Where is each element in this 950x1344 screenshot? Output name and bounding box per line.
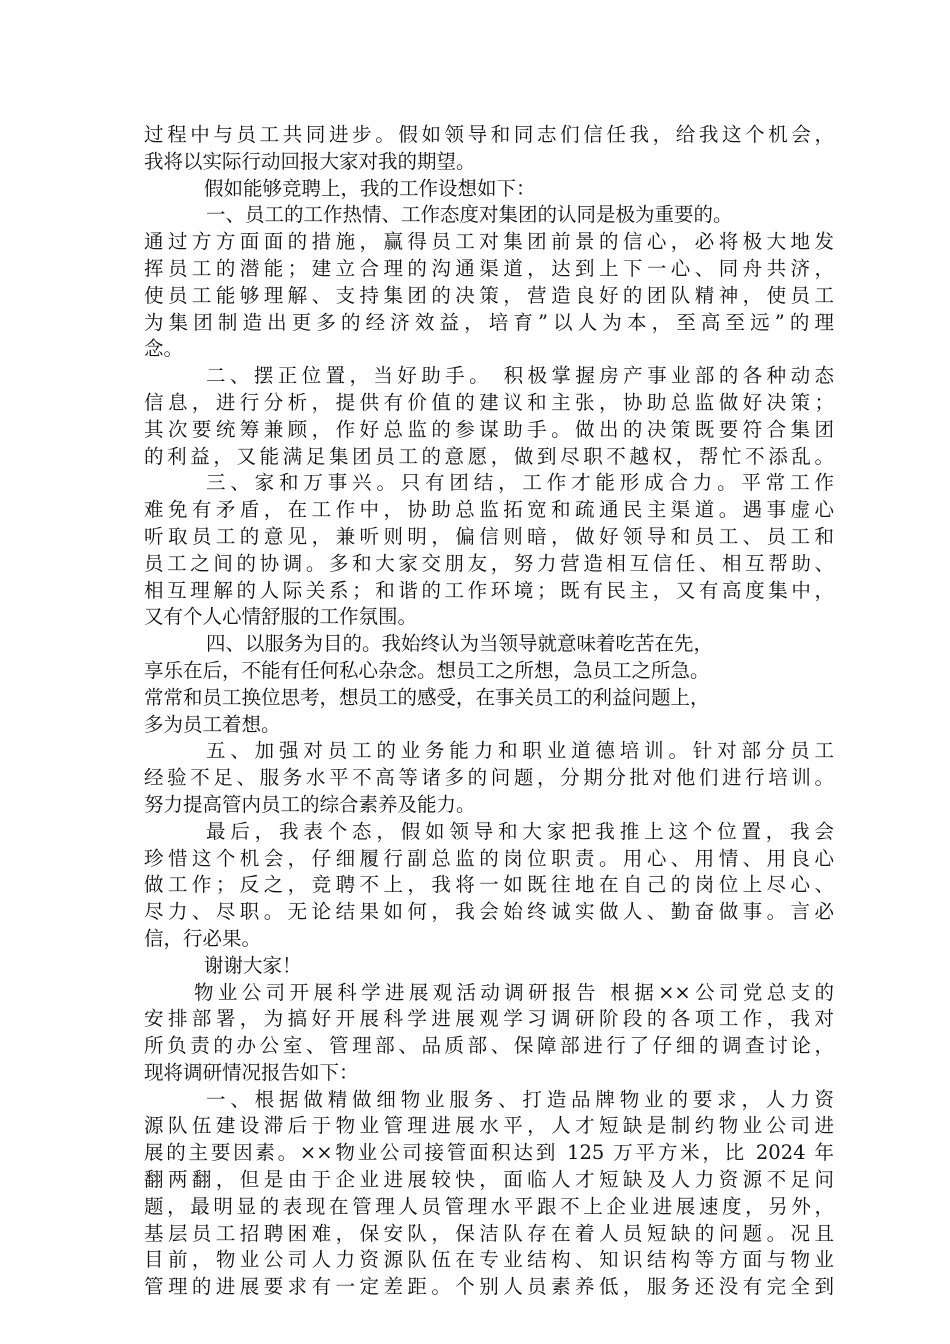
- text-line: 安排部署，为搞好开展科学进展观学习调研阶段的各项工作，我对: [144, 1007, 834, 1031]
- text-line: 享乐在后，不能有任何私心杂念。想员工之所想，急员工之所急。: [144, 658, 710, 682]
- text-line: 相互理解的人际关系；和谐的工作环境；既有民主，又有高度集中，: [144, 578, 834, 602]
- text-line: 一、员工的工作热情、工作态度对集团的认同是极为重要的。: [206, 203, 733, 227]
- text-line: 的利益，又能满足集团员工的意愿，做到尽职不越权，帮忙不添乱。: [144, 444, 834, 468]
- text-line: 谢谢大家！: [204, 953, 302, 977]
- text-line: 源队伍建设滞后于物业管理进展水平，人才短缺是制约物业公司进: [144, 1114, 834, 1138]
- text-line: 员工之间的协调。多和大家交朋友，努力营造相互信任、相互帮助、: [144, 551, 834, 575]
- text-line: 信，行必果。: [144, 926, 262, 950]
- text-line: 常常和员工换位思考，想员工的感受，在事关员工的利益问题上，: [144, 685, 710, 709]
- text-line: 一、根据做精做细物业服务、打造品牌物业的要求，人力资: [206, 1087, 834, 1111]
- text-line: 我将以实际行动回报大家对我的期望。: [144, 149, 476, 173]
- text-line: 题，最明显的表现在管理人员管理水平跟不上企业进展速度，另外，: [144, 1194, 834, 1218]
- text-line: 翻两翻，但是由于企业进展较快，面临人才短缺及人力资源不足问: [144, 1168, 834, 1192]
- text-line: 过程中与员工共同进步。假如领导和同志们信任我，给我这个机会，: [144, 123, 834, 146]
- text-line: 五、加强对员工的业务能力和职业道德培训。针对部分员工: [206, 739, 834, 763]
- text-line: 展的主要因素。××物业公司接管面积达到 125 万平方米，比 2024 年: [144, 1141, 834, 1165]
- text-line: 多为员工着想。: [144, 712, 281, 736]
- body-text: [144, 122, 834, 1301]
- text-line: 四、以服务为目的。我始终认为当领导就意味着吃苦在先，: [206, 632, 714, 656]
- text-line: 挥员工的潜能；建立合理的沟通渠道，达到上下一心、同舟共济，: [144, 256, 834, 280]
- text-line: 最后，我表个态，假如领导和大家把我推上这个位置，我会: [206, 819, 834, 843]
- text-line: 尽力、尽职。无论结果如何，我会始终诚实做人、勤奋做事。言必: [144, 900, 834, 924]
- text-line: 做工作；反之，竞聘不上，我将一如既往地在自己的岗位上尽心、: [144, 873, 834, 897]
- text-line: 三、家和万事兴。只有团结，工作才能形成合力。平常工作: [206, 471, 834, 495]
- text-line: 使员工能够理解、支持集团的决策，营造良好的团队精神，使员工: [144, 283, 834, 307]
- text-line: 听取员工的意见，兼听则明，偏信则暗，做好领导和员工、员工和: [144, 524, 834, 548]
- text-line: 为集团制造出更多的经济效益，培育”以人为本，至高至远”的理: [144, 310, 834, 334]
- text-line: 二、摆正位置，当好助手。 积极掌握房产事业部的各种动态: [206, 364, 834, 388]
- text-line: 管理的进展要求有一定差距。个别人员素养低，服务还没有完全到: [144, 1275, 834, 1299]
- text-line: 通过方方面面的措施，赢得员工对集团前景的信心，必将极大地发: [144, 230, 834, 254]
- text-line: 其次要统筹兼顾，作好总监的参谋助手。做出的决策既要符合集团: [144, 417, 834, 441]
- text-line: 努力提高管内员工的综合素养及能力。: [144, 792, 476, 816]
- text-line: 物业公司开展科学进展观活动调研报告 根据××公司党总支的: [194, 980, 834, 1004]
- text-line: 目前，物业公司人力资源队伍在专业结构、知识结构等方面与物业: [144, 1248, 834, 1272]
- text-line: 珍惜这个机会，仔细履行副总监的岗位职责。用心、用情、用良心: [144, 846, 834, 870]
- text-line: 念。: [144, 337, 184, 361]
- text-line: 难免有矛盾，在工作中，协助总监拓宽和疏通民主渠道。遇事虚心: [144, 498, 834, 522]
- text-line: 信息，进行分析，提供有价值的建议和主张，协助总监做好决策；: [144, 390, 834, 414]
- text-line: 基层员工招聘困难，保安队，保洁队存在着人员短缺的问题。况且: [144, 1221, 834, 1245]
- text-line: 经验不足、服务水平不高等诸多的问题，分期分批对他们进行培训。: [144, 766, 834, 790]
- text-line: 又有个人心情舒服的工作氛围。: [144, 605, 418, 629]
- text-line: 现将调研情况报告如下：: [144, 1060, 359, 1084]
- text-line: 所负责的办公室、管理部、品质部、保障部进行了仔细的调查讨论，: [144, 1034, 834, 1058]
- text-line: 假如能够竞聘上，我的工作设想如下：: [204, 176, 536, 200]
